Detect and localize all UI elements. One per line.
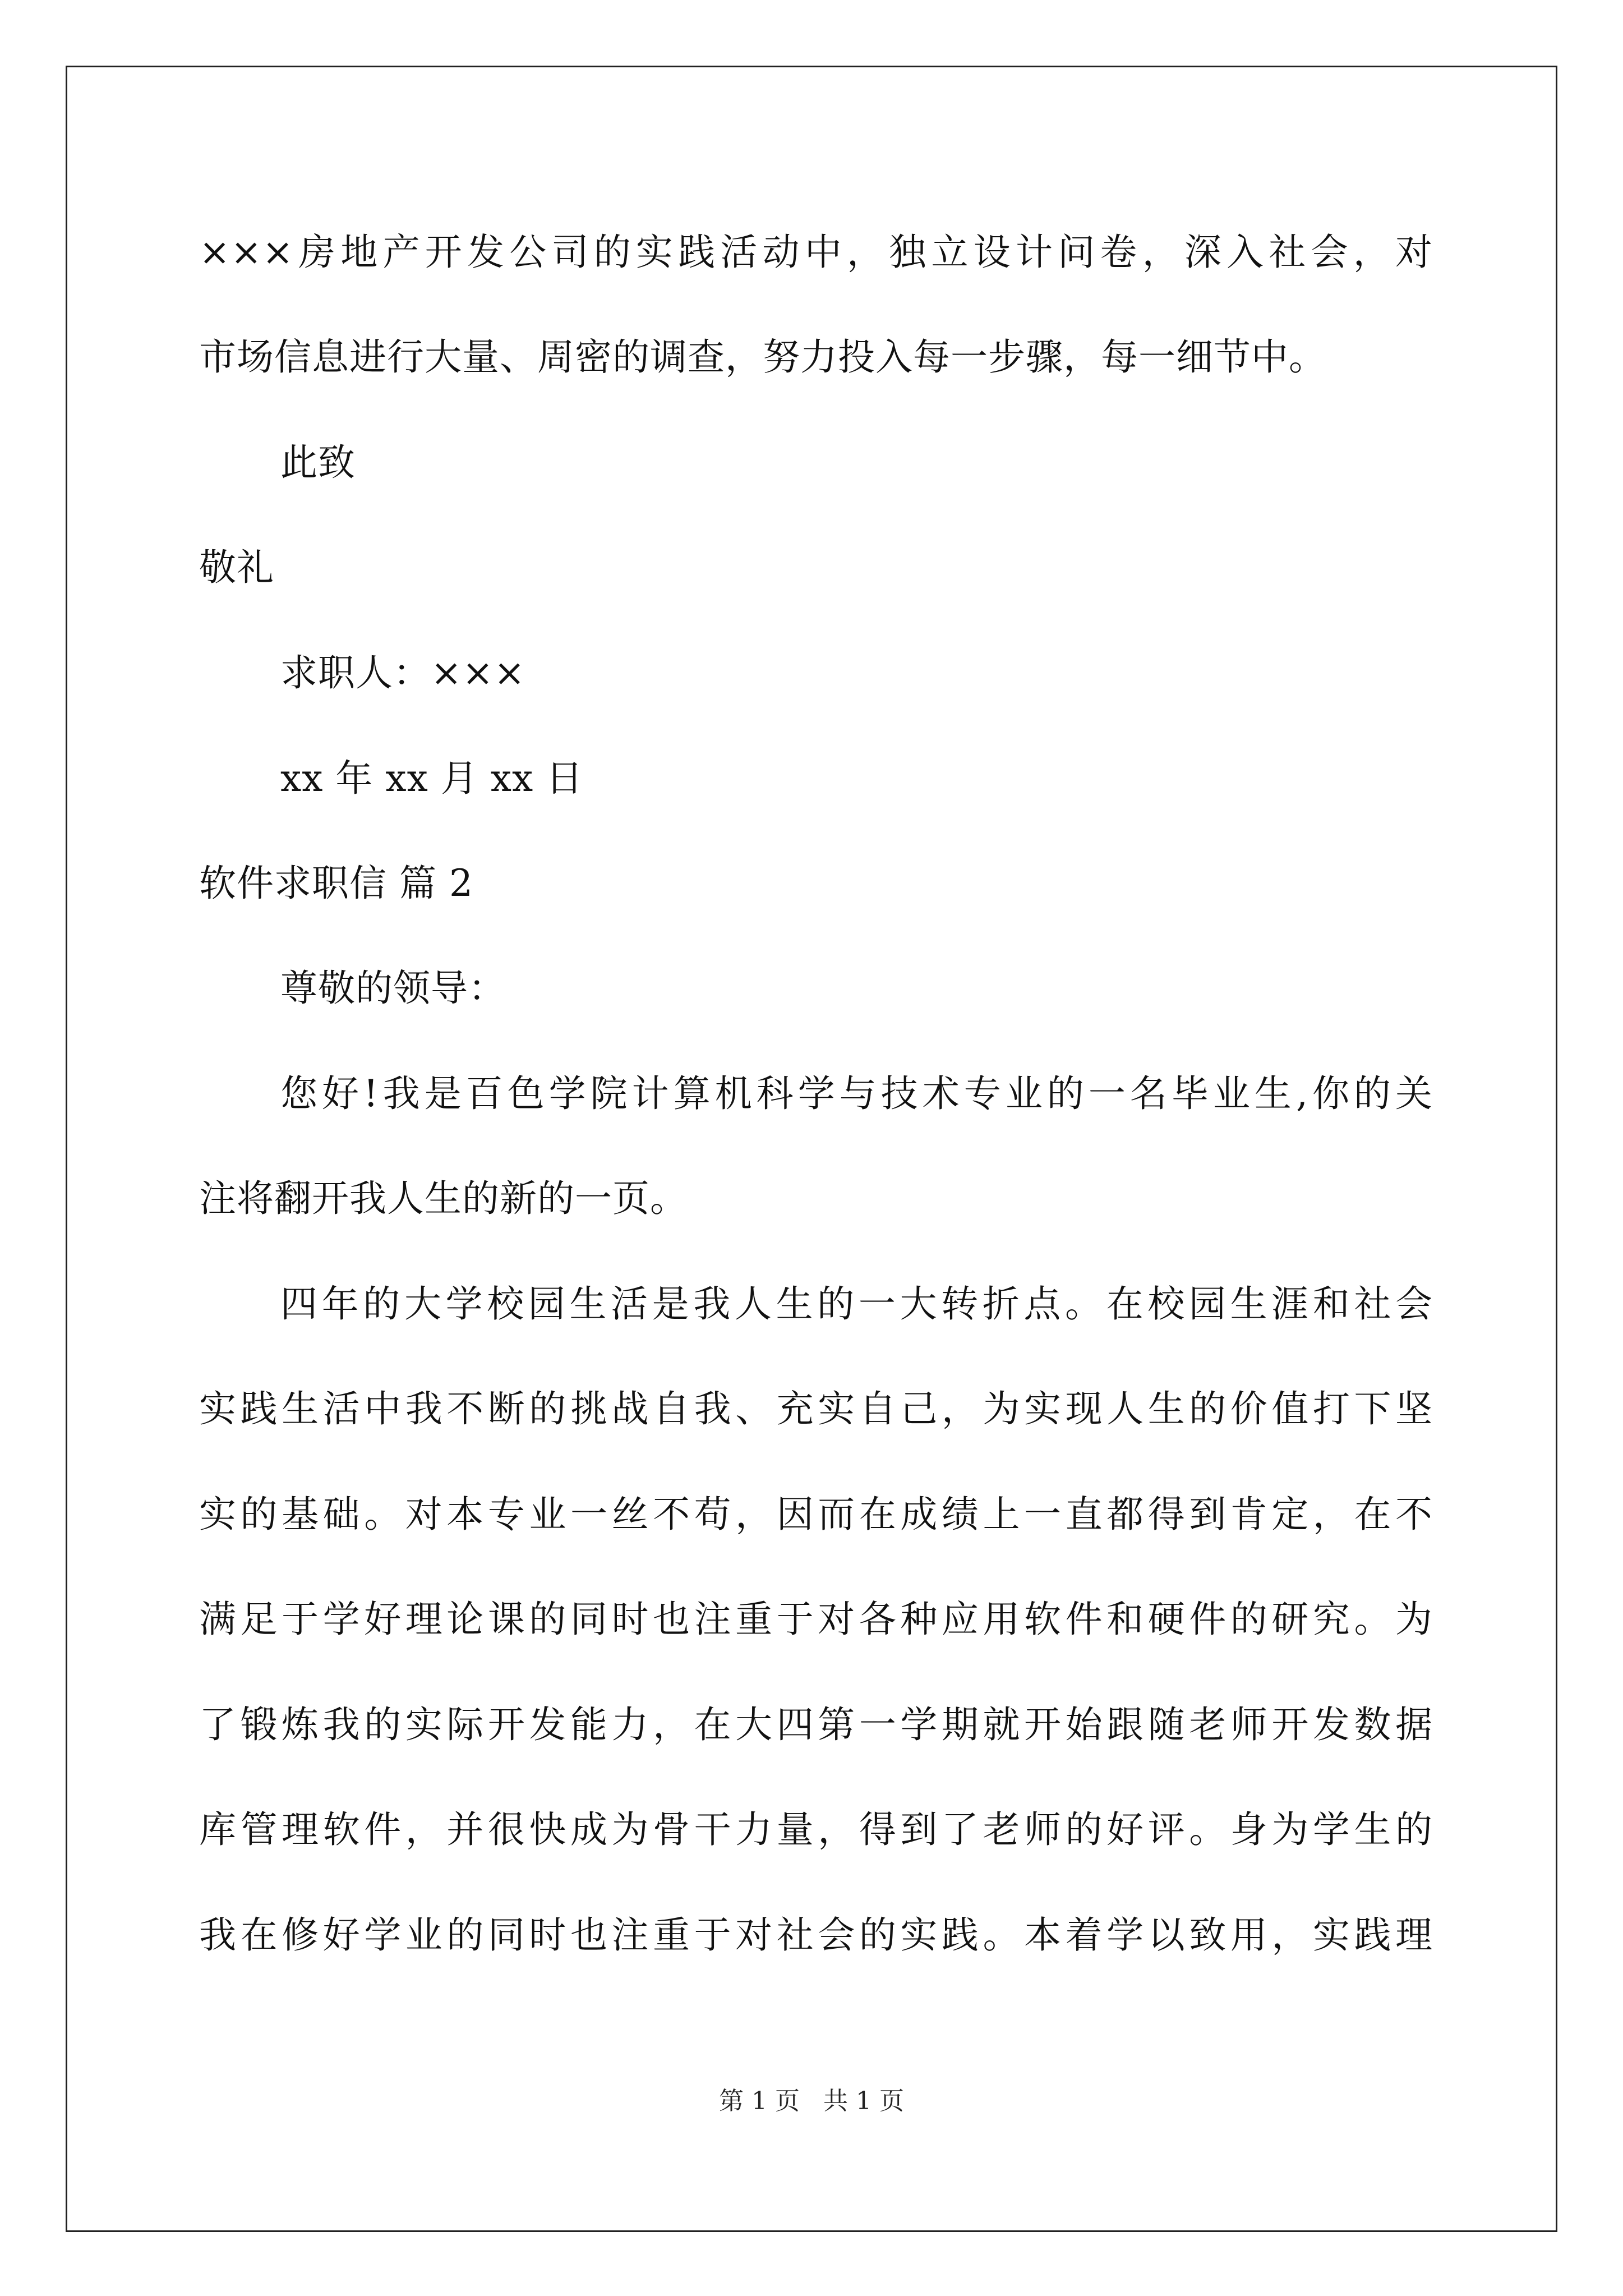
page-number: 第 1 页 <box>719 2087 800 2115</box>
salutation: 尊敬的领导： <box>280 967 506 1010</box>
section-heading: 软件求职信 篇 2 <box>199 862 473 905</box>
page-border <box>66 66 1557 2232</box>
body-line: 实的基础。对本专业一丝不苟，因而在成绩上一直都得到肯定，在不 <box>199 1493 1433 1536</box>
body-line: ×××房地产开发公司的实践活动中，独立设计问卷，深入社会，对 <box>199 231 1433 274</box>
body-line: 我在修好学业的同时也注重于对社会的实践。本着学以致用，实践理 <box>199 1913 1433 1957</box>
closing-phrase: 此致 <box>280 441 356 484</box>
body-line: 四年的大学校园生活是我人生的一大转折点。在校园生涯和社会 <box>280 1282 1433 1326</box>
page-total: 共 1 页 <box>823 2087 904 2115</box>
body-line: 满足于学好理论课的同时也注重于对各种应用软件和硬件的研究。为 <box>199 1598 1433 1641</box>
body-line: 您好!我是百色学院计算机科学与技术专业的一名毕业生,你的关 <box>280 1072 1433 1115</box>
applicant-signature: 求职人：××× <box>280 651 525 694</box>
body-line: 了锻炼我的实际开发能力，在大四第一学期就开始跟随老师开发数据 <box>199 1703 1433 1746</box>
page-footer <box>0 2086 1623 2117</box>
letter-date: xx 年 xx 月 xx 日 <box>280 757 584 800</box>
body-line: 实践生活中我不断的挑战自我、充实自己，为实现人生的价值打下坚 <box>199 1387 1433 1430</box>
body-line: 库管理软件，并很快成为骨干力量，得到了老师的好评。身为学生的 <box>199 1808 1433 1851</box>
closing-salute: 敬礼 <box>199 546 274 589</box>
body-line: 市场信息进行大量、周密的调查，努力投入每一步骤，每一细节中。 <box>199 335 1326 379</box>
body-line: 注将翻开我人生的新的一页。 <box>199 1177 688 1220</box>
